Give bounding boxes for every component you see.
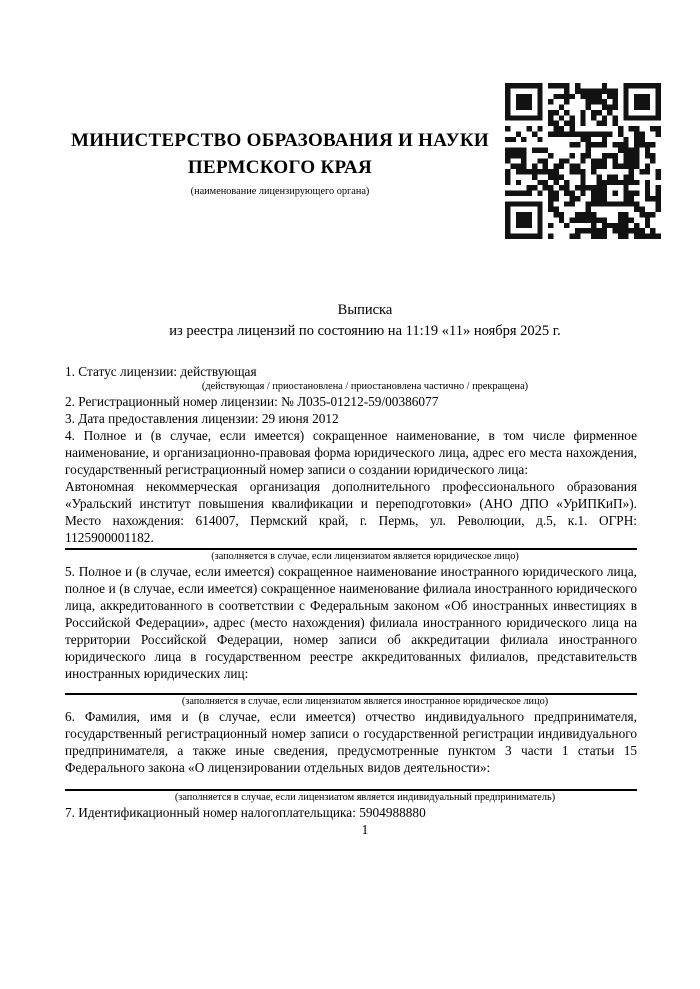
item-7-taxpayer-number: 7. Идентификационный номер налогоплательщика: 5904988880	[65, 805, 426, 820]
page-number: 1	[361, 822, 369, 837]
item-3-grant-date: 3. Дата предоставления лицензии: 29 июня 2012	[65, 411, 339, 426]
document-body	[65, 363, 637, 838]
document-header	[30, 127, 530, 198]
item-6-caption: (заполняется в случае, если лицензиатом является индивидуальный предприниматель)	[174, 792, 556, 803]
item-1-license-status: 1. Статус лицензии: действующая	[65, 364, 257, 379]
item-4-legal-entity-value: Автономная некоммерческая организация дополнительного профессионального образования «Уральский институт повышения квалификации и переподготовки» (АНО ДПО «УрИПКиП»). Место нахождения: 614007, Пермский край, г. Пермь, ул. Революции, д.5, к.1. ОГРН: 1125900001182.	[65, 479, 637, 545]
licensing-authority-name	[30, 127, 530, 181]
item-4-legal-entity-heading: 4. Полное и (в случае, если имеется) сокращенное наименование, в том числе фирменное наименование, и организационно-правовая форма юридического лица, адрес его места нахождения, государственный регистрационный номер записи о создании юридического лица:	[65, 428, 637, 477]
item-2-registration-number: 2. Регистрационный номер лицензии: № Л035-01212-59/00386077	[65, 394, 439, 409]
item-5-caption: (заполняется в случае, если лицензиатом является иностранное юридическое лицо)	[181, 696, 549, 707]
document-title	[15, 300, 700, 342]
item-1-caption: (действующая / приостановлена / приостановлена частично / прекращена)	[201, 381, 529, 392]
title-line1: Выписка	[337, 302, 393, 318]
item-5-foreign-entity-heading: 5. Полное и (в случае, если имеется) сокращенное наименование иностранного юридического лица, полное и (в случае, если имеется) сокращенное наименование филиала иностранного юридического лица, аккредитованного в соответствии с Федеральным законом «Об иностранных инвестициях в Российской Федерации», адрес (место нахождения) филиала иностранного юридического лица на территории Российской Федерации, номер записи об аккредитации филиала иностранного юридического лица в государственном реестре аккредитованных филиалов, представительств иностранных юридических лиц:	[65, 564, 637, 681]
item-4-caption: (заполняется в случае, если лицензиатом является юридическое лицо)	[211, 551, 519, 562]
ministry-name-line1: МИНИСТЕРСТВО ОБРАЗОВАНИЯ И НАУКИ	[70, 130, 490, 151]
title-line2: из реестра лицензий по состоянию на 11:19 «11» ноября 2025 г.	[169, 323, 561, 339]
ministry-name-line2: ПЕРМСКОГО КРАЯ	[187, 157, 373, 178]
ministry-caption: (наименование лицензирующего органа)	[190, 186, 370, 197]
item-6-entrepreneur-heading: 6. Фамилия, имя и (в случае, если имеется) отчество индивидуального предпринимателя, государственный регистрационный номер записи о государственной регистрации индивидуального предпринимателя, а также иные сведения, предусмотренные пунктом 3 части 1 статьи 15 Федерального закона «О лицензировании отдельных видов деятельности»:	[65, 709, 637, 775]
